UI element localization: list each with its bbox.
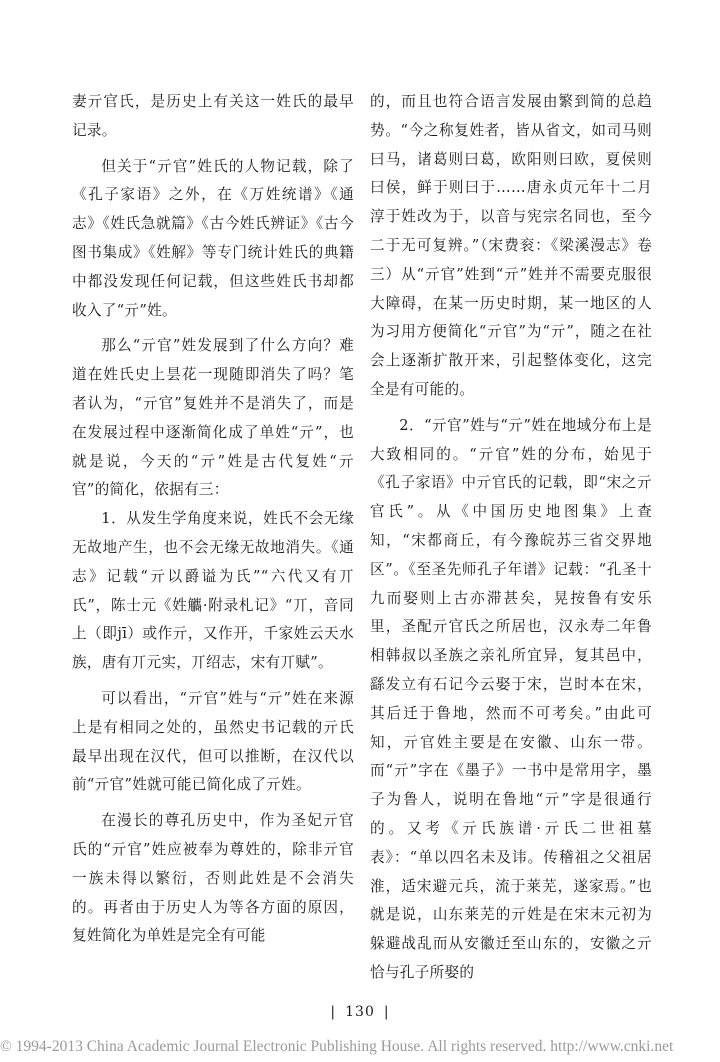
- paragraph: 但关于“亓官”姓氏的人物记载，除了《孔子家语》之外，在《万姓统谱》《通志》《姓氏急就篇》《古今姓氏辨证》《古今图书集成》《姓解》等专门统计姓氏的典籍中都没发现任何记载，但这些姓氏书却都收入了“亓”姓。: [72, 157, 354, 319]
- page-number-value: 130: [345, 1004, 375, 1020]
- paragraph: 在漫长的尊孔历史中，作为圣妃亓官氏的“亓官”姓应被奉为尊姓的，除非亓官一族未得以繁衍，否则此姓是不会消失的。再者由于历史人为等各方面的原因，复姓简化为单姓是完全有可能: [72, 812, 354, 945]
- left-column: [72, 88, 354, 951]
- right-column: [370, 88, 652, 988]
- page-number: [0, 1004, 720, 1020]
- paragraph: 妻亓官氏，是历史上有关这一姓氏的最早记录。: [72, 93, 354, 139]
- paragraph: 1．从发生学角度来说，姓氏不会无缘无故地产生，也不会无缘无故地消失。《通志》记载“亓以爵谥为氏”“六代又有丌氏”，陈士元《姓觿·附录札记》“丌，音同上（即jī）或作亓，又作开，千家姓云天水族，唐有丌元实，丌绍志，宋有丌赋”。: [72, 510, 354, 672]
- paragraph: 2．“亓官”姓与“亓”姓在地域分布上是大致相同的。“亓官”姓的分布，始见于《孔子家语》中亓官氏的记载，即“宋之亓官氏”。从《中国历史地图集》上查知，“宋都商丘，有今豫皖苏三省交界地区”。《至圣先师孔子年谱》记载：“孔圣十九而娶则上古亦滞甚矣，晃按鲁有安乐里，圣配亓官氏之所居也，汉永寿二年鲁相韩叔以圣族之亲礼所宜异，复其邑中，繇发立有石记今云娶于宋，岂时本在宋，其后迁于鲁地，然而不可考矣。”由此可知，亓官姓主要是在安徽、山东一带。而“亓”字在《墨子》一书中是常用字，墨子为鲁人，说明在鲁地“亓”字是很通行的。又考《亓氏族谱·亓氏二世祖墓表》：“单以四名未及讳。传稽祖之父祖居淮，适宋避元兵，流于莱芜，遂家焉。”也就是说，山东莱芜的亓姓是在宋末元初为躲避战乱而从安徽迁至山东的，安徽之亓恰与孔子所娶的: [370, 416, 652, 981]
- page-number-bar-left: |: [330, 1004, 337, 1020]
- paragraph: 可以看出，“亓官”姓与“亓”姓在来源上是有相同之处的，虽然史书记载的亓氏最早出现在汉代，但可以推断，在汉代以前“亓官”姓就可能已简化成了亓姓。: [72, 689, 354, 794]
- paragraph: 那么“亓官”姓发展到了什么方向？难道在姓氏史上昙花一现随即消失了吗？笔者认为，“亓官”复姓并不是消失了，而是在发展过程中逐渐简化成了单姓“亓”，也就是说，今天的“亓”姓是古代复姓“亓官”的简化，依据有三：: [72, 337, 354, 499]
- page-number-bar-right: |: [383, 1004, 390, 1020]
- copyright-footer: © 1994-2013 China Academic Journal Electronic Publishing House. All rights reserved. http://www.cnki.net: [0, 1038, 674, 1055]
- paragraph: 的，而且也符合语言发展由繁到简的总趋势。“今之称复姓者，皆从省文，如司马则曰马，诸葛则曰葛，欧阳则曰欧，夏侯则曰侯，鲜于则曰于……唐永贞元年十二月淳于姓改为于，以音与宪宗名同也，至今二于无可复辨。”（宋费衮：《梁溪漫志》卷三）从“亓官”姓到“亓”姓并不需要克服很大障碍，在某一历史时期，某一地区的人为习用方便简化“亓官”为“亓”，随之在社会上逐渐扩散开来，引起整体变化，这完全是有可能的。: [370, 93, 652, 398]
